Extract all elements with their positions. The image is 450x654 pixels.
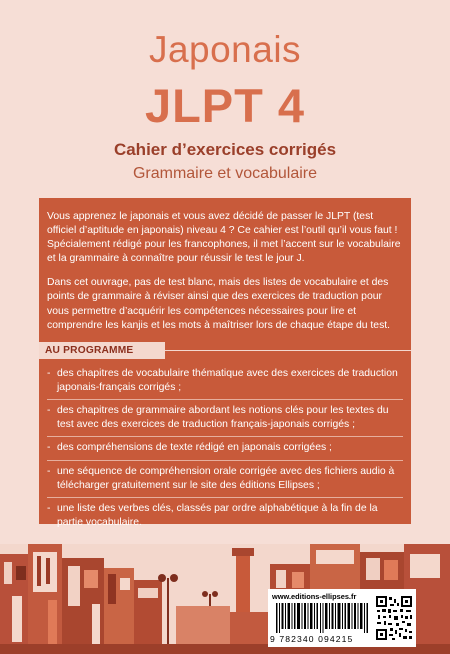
subtitle: Cahier d’exercices corrigés: [113, 140, 337, 159]
list-item: - des chapitres de grammaire abordant les notions clés pour les textes du test avec des exercices de traduction français-japonais corrigés ;: [47, 400, 403, 437]
programme-label: AU PROGRAMME: [39, 342, 165, 359]
qr-code-icon: [375, 595, 413, 641]
publisher-url[interactable]: www.editions-ellipses.fr: [272, 592, 357, 601]
programme-list: [47, 363, 403, 534]
intro-paragraph-2: Dans cet ouvrage, pas de test blanc, mais des listes de vocabulaire et des points de grammaire à réviser ainsi que des exercices de traduction pour vous permettre d’acquérir les compétences nécessaires pour lire et comprendre les kanjis et les mots à maîtriser lors de chaque étape du test.: [47, 277, 391, 331]
header: [0, 0, 450, 200]
intro-text: [47, 210, 403, 343]
intro-paragraph-1: Vous apprenez le japonais et vous avez décidé de passer le JLPT (test officiel d’aptitude en japonais) niveau 4 ? Ce cahier est l’outil qu’il vous faut ! Spécialement rédigé pour les francophones, il met l’accent sur le vocabulaire et la grammaire à connaître pour réussir le test le jour J.: [47, 211, 401, 265]
subtitle-grammar-vocab: Grammaire et vocabulaire: [132, 165, 318, 182]
isbn-number: 9 782340 094215: [270, 634, 354, 644]
title-japonais: Japonais: [148, 29, 302, 70]
programme-divider: [165, 350, 411, 351]
title-jlpt4: JLPT 4: [144, 79, 306, 132]
list-item: - une liste des verbes clés, classés par ordre alphabétique à la fin de la partie vocabulaire.: [47, 498, 403, 534]
list-item: - des chapitres de vocabulaire thématique avec des exercices de traduction japonais-français corrigés ;: [47, 363, 403, 400]
barcode-panel: [268, 589, 416, 647]
barcode-icon: [276, 603, 368, 633]
list-item: - des compréhensions de texte rédigé en japonais corrigées ;: [47, 437, 403, 461]
list-item: - une séquence de compréhension orale corrigée avec des fichiers audio à télécharger gratuitement sur le site des éditions Ellipses ;: [47, 461, 403, 498]
description-panel: [39, 198, 411, 528]
